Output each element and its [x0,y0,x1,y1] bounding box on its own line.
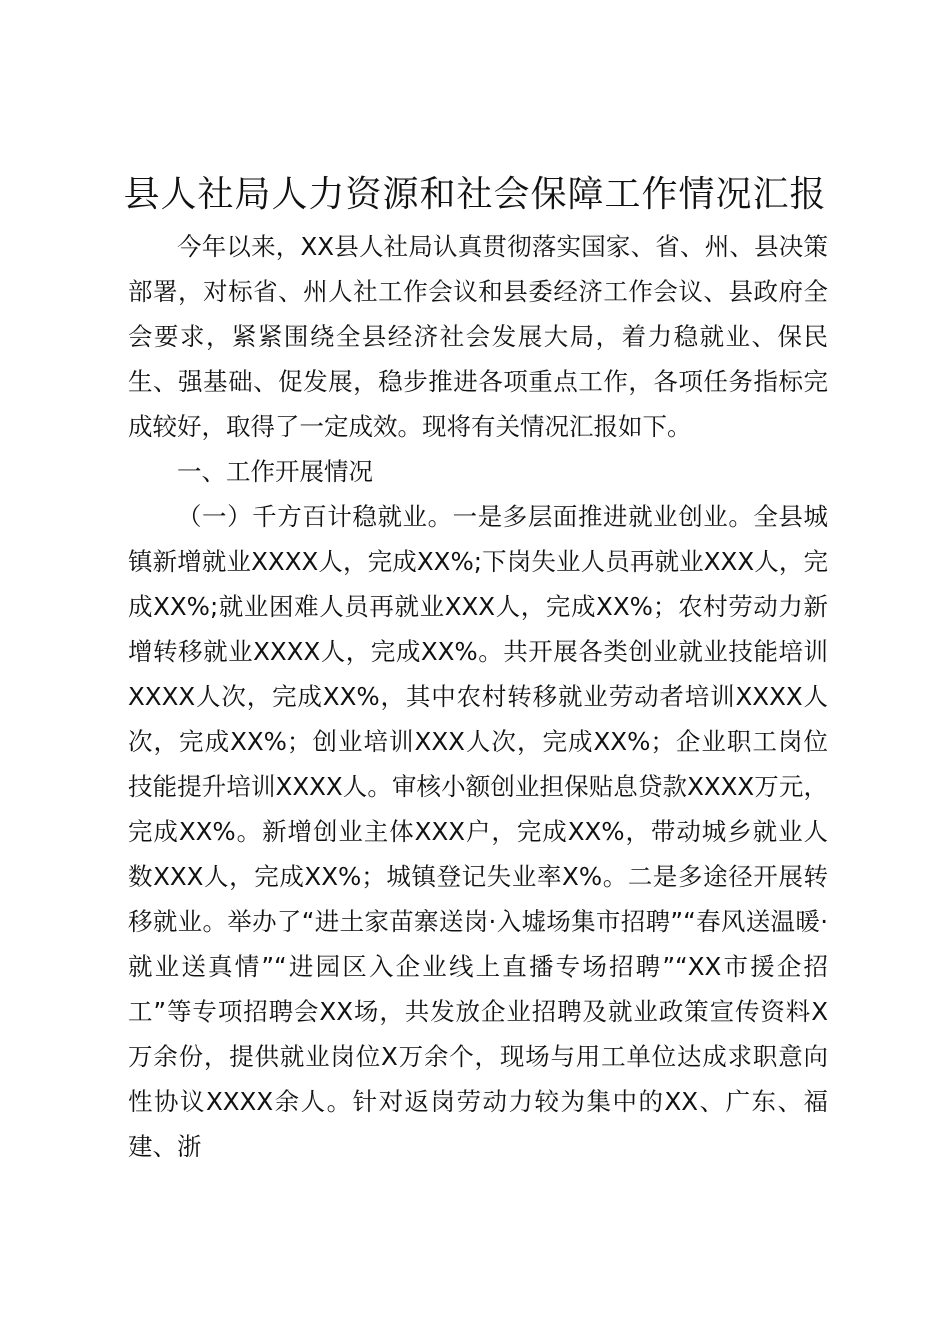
section-heading: 一、工作开展情况 [177,457,373,486]
document-body [128,224,828,1169]
intro-paragraph: 今年以来，XX县人社局认真贯彻落实国家、省、州、县决策部署，对标省、州人社工作会议和县委经济工作会议、县政府全会要求，紧紧围绕全县经济社会发展大局，着力稳就业、保民生、强基础、促发展，稳步推进各项重点工作，各项任务指标完成较好，取得了一定成效。现将有关情况汇报如下。 [128,232,828,441]
body-paragraph: （一）千方百计稳就业。一是多层面推进就业创业。全县城镇新增就业XXXX人，完成XX%;下岗失业人员再就业XXX人，完成XX%;就业困难人员再就业XXX人，完成XX%；农村劳动力新增转移就业XXXX人，完成XX%。共开展各类创业就业技能培训XXXX人次，完成XX%，其中农村转移就业劳动者培训XXXX人次，完成XX%；创业培训XXX人次，完成XX%；企业职工岗位技能提升培训XXXX人。审核小额创业担保贴息贷款XXXX万元，完成XX%。新增创业主体XXX户，完成XX%，带动城乡就业人数XXX人，完成XX%；城镇登记失业率X%。二是多途径开展转移就业。举办了“进土家苗寨送岗·入墟场集市招聘”“春风送温暖·就业送真情”“进园区入企业线上直播专场招聘”“XX市援企招工”等专项招聘会XX场，共发放企业招聘及就业政策宣传资料X万余份，提供就业岗位X万余个，现场与用工单位达成求职意向性协议XXXX余人。针对返岗劳动力较为集中的XX、广东、福建、浙 [128,502,828,1161]
document-title: 县人社局人力资源和社会保障工作情况汇报 [123,174,827,215]
